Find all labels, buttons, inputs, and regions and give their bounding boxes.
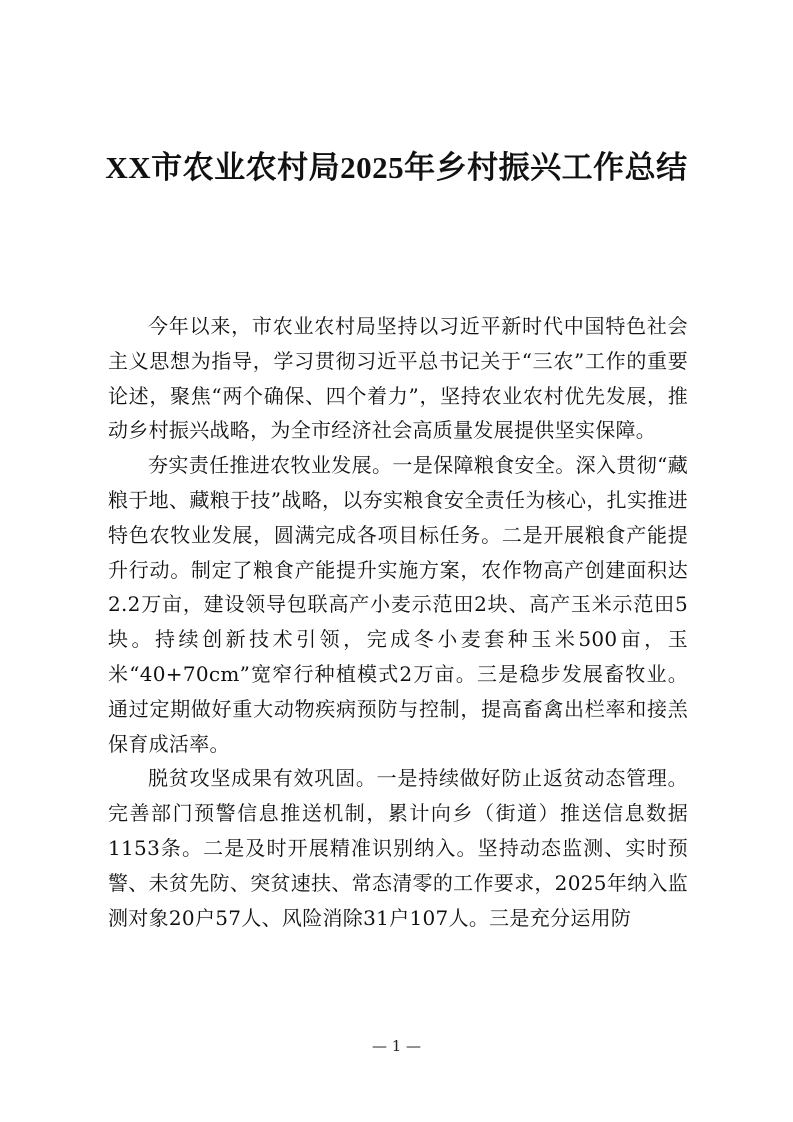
document-title: XX市农业农村局2025年乡村振兴工作总结 xyxy=(105,150,688,185)
document-body xyxy=(108,309,688,935)
paragraph-intro: 今年以来，市农业农村局坚持以习近平新时代中国特色社会主义思想为指导，学习贯彻习近平总书记关于“三农”工作的重要论述，聚焦“两个确保、四个着力”，坚持农业农村优先发展，推动乡村振兴战略，为全市经济社会高质量发展提供坚实保障。 xyxy=(108,314,688,443)
paragraph-poverty: 脱贫攻坚成果有效巩固。一是持续做好防止返贫动态管理。完善部门预警信息推送机制，累计向乡（街道）推送信息数据1153条。二是及时开展精准识别纳入。坚持动态监测、实时预警、未贫先防、突贫速扶、常态清零的工作要求，2025年纳入监测对象20户57人、风险消除31户107人。三是充分运用防 xyxy=(108,766,688,930)
page-number: — 1 — xyxy=(371,1037,422,1055)
paragraph-agriculture: 夯实责任推进农牧业发展。一是保障粮食安全。深入贯彻“藏粮于地、藏粮于技”战略，以夯实粮食安全责任为核心，扎实推进特色农牧业发展，圆满完成各项目标任务。二是开展粮食产能提升行动。制定了粮食产能提升实施方案，农作物高产创建面积达2.2万亩，建设领导包联高产小麦示范田2块、高产玉米示范田5块。持续创新技术引领，完成冬小麦套种玉米500亩，玉米“40+70cm”宽窄行种植模式2万亩。三是稳步发展畜牧业。通过定期做好重大动物疾病预防与控制，提高畜禽出栏率和接羔保育成活率。 xyxy=(108,453,688,756)
